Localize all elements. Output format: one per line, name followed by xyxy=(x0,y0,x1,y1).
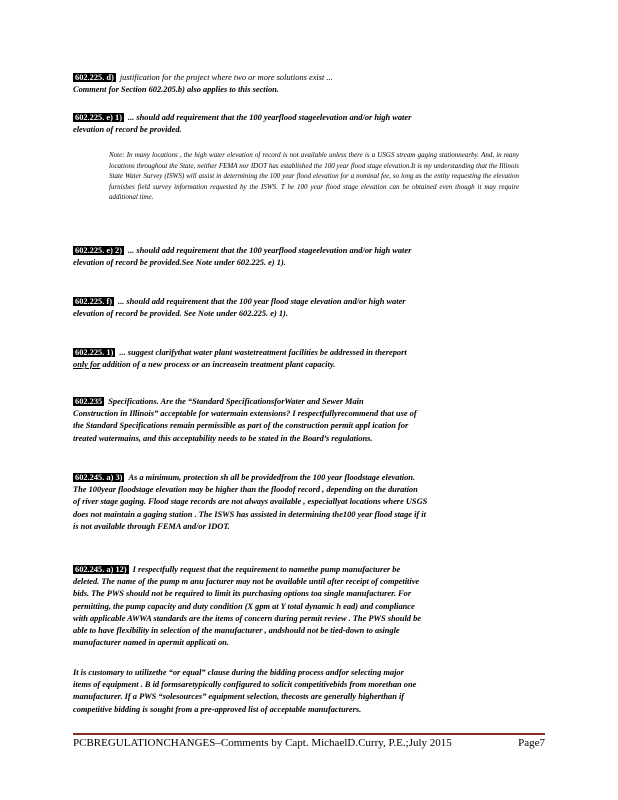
section-text: ... suggest clarifythat water plant wastetreatment facilities be addressed in thereport xyxy=(119,348,407,357)
section-602-225-f xyxy=(73,296,545,320)
section-line: is not available through FEMA and/or IDOT. xyxy=(73,521,230,531)
section-602-245-a3 xyxy=(73,472,545,533)
section-text: ... should add requirement that the 100 year flood stage elevation and/or high water xyxy=(117,297,406,306)
section-tag: 602.225. e) 1) xyxy=(75,113,122,122)
section-tag: 602.225. e) 2) xyxy=(75,246,122,255)
section-line: does not maintain a gaging station . The ISWS has assisted in determining the100 year flood stage if it xyxy=(73,509,426,519)
section-tag: 602.225. f) xyxy=(75,297,112,306)
section-line: permitting, the pump capacity and duty condition (X gpm at Y total dynamic h ead) and compliance xyxy=(73,601,415,611)
section-line: manufacturer named in apermit applicati on. xyxy=(73,638,229,648)
section-line: the Standard Specifications remain permissible as part of the construction permit appl ication for xyxy=(73,421,409,431)
section-line: treated watermains, and this acceptability needs to be stated in the Board’s regulations. xyxy=(73,433,373,443)
section-line: competitive bidding is sought from a pre-approved list of acceptable manufacturers. xyxy=(73,704,362,714)
section-text: ... should add requirement that the 100 yearflood stageelevation and/or high water xyxy=(127,246,412,255)
footer-rule xyxy=(73,733,545,735)
section-tag: 602.245. a) 12) xyxy=(75,565,127,574)
section-line: bids. The PWS should not be required to limit its purchasing options toa single manufacturer. For xyxy=(73,589,412,599)
section-line: The 100year floodstage elevation may be higher than the floodof record , depending on the duration xyxy=(73,485,418,495)
section-602-235 xyxy=(73,396,545,445)
section-602-245-a12 xyxy=(73,564,545,649)
section-602-225-e2 xyxy=(73,245,545,269)
section-text: It is customary to utilizethe “or equal” clause during the bidding process andfor selecting major xyxy=(73,668,404,677)
section-text: Specifications. Are the “Standard SpecificationsforWater and Sewer Main xyxy=(108,397,364,406)
section-602-225-1 xyxy=(73,347,545,371)
section-line: elevation of record be provided. See Note under 602.225. e) 1). xyxy=(73,309,288,319)
section-602-225-d xyxy=(73,72,545,96)
page-footer xyxy=(73,737,545,749)
section-line: deleted. The name of the pump m anu facturer may not be available until after receipt of competitive xyxy=(73,577,420,587)
section-tag: 602.225. 1) xyxy=(75,348,114,357)
section-line: Construction in Illinois” acceptable for watermain extensions? I respectfullyrecommend that use of xyxy=(73,409,417,419)
section-line: Comment for Section 602.205.b) also applies to this section. xyxy=(73,85,279,95)
page-number: Page7 xyxy=(518,737,545,749)
section-tag: 602.245. a) 3) xyxy=(75,473,123,482)
section-text: ... should add requirement that the 100 yearflood stageelevation and/or high water xyxy=(127,113,412,122)
note-paragraph: Note: In many locations , the high water elevation of record is not available unless there is a USGS stream gaging stationnearby. And, in many locations throughout the State, neither FEMA nor IDOT has established the 100 year flood stage elevation.It is my understanding that the Illinois State Water Survey (ISWS) will assist in determining the 100 year flood elevation for a nominal fee, so long as the entity requesting the elevation furnishes field survey information requested by the ISWS. T he 100 year flood stage elevation can be obtained even though it may require additional time. xyxy=(109,151,519,202)
section-text: justification for the project where two or more solutions exist ... xyxy=(119,73,333,82)
footer-title: PCBREGULATIONCHANGES–Comments by Capt. MichaelD.Curry, P.E.;July 2015 xyxy=(73,737,452,749)
section-tag: 602.225. d) xyxy=(75,73,114,82)
section-text: As a minimum, protection sh all be providedfrom the 100 year floodstage elevation. xyxy=(128,473,416,482)
section-602-225-e1 xyxy=(73,112,545,136)
section-tag: 602.235 xyxy=(75,397,103,406)
section-line: able to have flexibility in selection of the manufacturer , andshould not be tied-down to asingle xyxy=(73,626,400,636)
section-line: addition of a new process or an increasein treatment plant capacity. xyxy=(102,360,336,370)
customary-paragraph xyxy=(73,667,545,716)
section-line: manufacturer. If a PWS “solesources” equipment selection, thecosts are generally higherthan if xyxy=(73,692,405,702)
section-line: elevation of record be provided. xyxy=(73,125,182,135)
section-line: with applicable AWWA standards are the items of concern during permit review . The PWS should be xyxy=(73,613,421,623)
section-line: items of equipment . B id formsaretypically configured to solicit competitivebids from morethan one xyxy=(73,680,417,690)
section-line: of river stage gaging. Flood stage records are not always available , especiallyat locations where USGS xyxy=(73,497,428,507)
section-line: elevation of record be provided.See Note under 602.225. e) 1). xyxy=(73,258,286,268)
section-text: I respectfully request that the requirement to namethe pump manufacturer be xyxy=(132,565,401,574)
underlined-text: only for xyxy=(73,360,101,370)
